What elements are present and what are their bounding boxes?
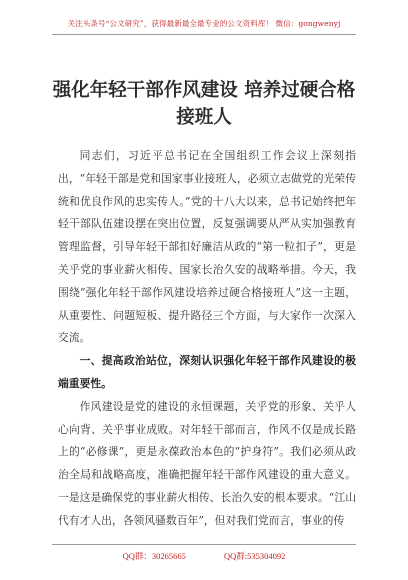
document-title: 强化年轻干部作风建设 培养过硬合格接班人: [52, 80, 356, 128]
paragraph-intro: 同志们，习近平总书记在全国组织工作会议上深刻指出，“年轻干部是党和国家事业接班人，必须立志做党的光荣传统和优良作风的忠实传人。”党的十八大以来，总书记始终把年轻干部队伍建设摆在突出位置，反复强调要从严从实加强教育管理监督，引导年轻干部扣好廉洁从政的“第一粒扣子”，更是关乎党的事业薪火相传、国家长治久安的战略举措。今天，我围绕“强化年轻干部作风建设培养过硬合格接班人”这一主题，从重要性、问题短板、提升路径三个方面，与大家作一次深入交流。: [58, 149, 356, 345]
footer-qq-group-1: QQ群：30265665: [122, 551, 186, 561]
page-header: [52, 18, 356, 35]
section-heading-1: 一、提高政治站位，深刻认识强化年轻干部作风建设的极端重要性。: [58, 354, 356, 390]
header-notice: 关注头条号“公文研究”，获得最新最全最专业的公文资料库！ 微信：gongwenyj: [67, 19, 341, 28]
paragraph-section-1: 作风建设是党的建设的永恒课题，关乎党的形象、关乎人心向背、关乎事业成败。对年轻干部而言，作风不仅是成长路上的“必修课”，更是永葆政治本色的“护身符”。我们必须从政治全局和战略高度，准确把握年轻干部作风建设的重大意义。一是这是确保党的事业薪火相传、长治久安的根本要求。“江山代有才人出，各领风骚数百年”，但对我们党而言，事业的传: [58, 399, 356, 527]
page-footer: [52, 544, 356, 562]
footer-qq-group-2: QQ群:535304092: [224, 551, 286, 561]
document-body: [58, 145, 356, 533]
